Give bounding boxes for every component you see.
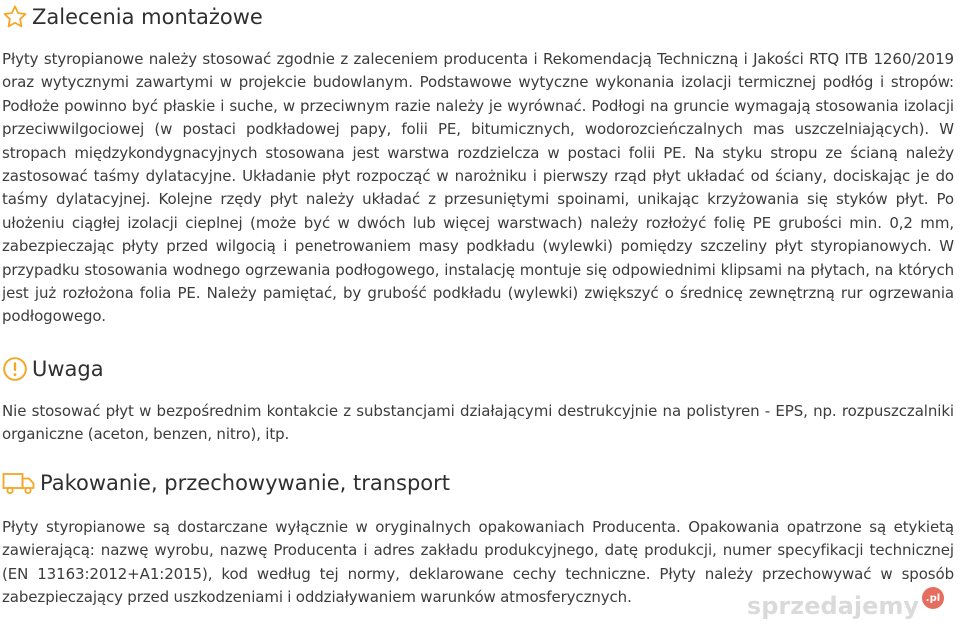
section-title: Pakowanie, przechowywanie, transport [40,471,451,495]
section-text: Nie stosować płyt w bezpośrednim kontakcie z substancjami działającymi destrukcyjnie na polistyren - EPS, np. rozpuszczalniki organiczne (aceton, benzen, nitro), itp. [2,402,954,444]
star-outline-icon [2,3,32,31]
section-text: Płyty styropianowe należy stosować zgodnie z zaleceniem producenta i Rekomendacją Techniczną i Jakości RTQ ITB 1260/2019 oraz wytycznymi zawartymi w projekcie budowlanym. Podstawowe wytyczne wykonania izolacji termicznej podłóg i stropów: Podłoże powinno być płaskie i suche, w przeciwnym razie należy je wyrównać. Podłogi na gruncie wymagają stosowania izolacji przeciwwilgociowej (w postaci podkładowej papy, folii PE, bitumicznych, wodorozcieńczalnych mas uszczelniających). W stropach międzykondygnacyjnych stosowana jest warstwa rozdzielcza w postaci folii PE. Na styku stropu ze ścianą należy zastosować taśmy dylatacyjne. Układanie płyt rozpocząć w narożniku i pierwszy rząd płyt układać od ściany, dociskając je do taśmy dylatacyjnej. Kolejne rzędy płyt należy układać z przesuniętymi spoinami, unikając krzyżowania się styków płyt. Po ułożeniu ciągłej izolacji cieplnej (może być w dwóch lub więcej warstwach) należy rozłożyć folię PE grubości min. 0,2 mm, zabezpieczając płyty przed wilgocią i penetrowaniem masy podkładu (wylewki) pomiędzy szczeliny płyt styropianowych. W przypadku stosowania wodnego ogrzewania podłogowego, instalację montuje się odpowiednimi klipsami na płytach, na których jest już rozłożona folia PE. Należy pamiętać, by grubość podkładu (wylewki) zwiększyć o średnicę zewnętrzną rur ogrzewania podłogowego. [2,50,954,326]
section-installation [2,0,954,329]
section-title: Uwaga [32,357,104,381]
watermark-text: sprzedajemy [746,592,919,620]
section-heading [2,466,954,500]
section-packaging [2,466,954,610]
section-warning [2,352,954,447]
section-heading [2,352,954,386]
section-heading [2,0,954,34]
watermark-suffix: .pl [922,587,944,609]
section-title: Zalecenia montażowe [32,5,263,29]
section-text: Płyty styropianowe są dostarczane wyłącznie w oryginalnych opakowaniach Producenta. Opakowania opatrzone są etykietą zawierającą: nazwę wyrobu, nazwę Producenta i adres zakładu produkcyjnego, datę produkcji, numer specyfikacji technicznej (EN 13163:2012+A1:2015), kod według tej normy, deklarowane cechy techniczne. Płyty należy przechowywać w sposób zabezpieczający przed uszkodzeniami i oddziaływaniem warunków atmosferycznych. [2,518,954,607]
delivery-truck-icon [2,469,40,497]
exclamation-circle-icon [2,355,32,383]
